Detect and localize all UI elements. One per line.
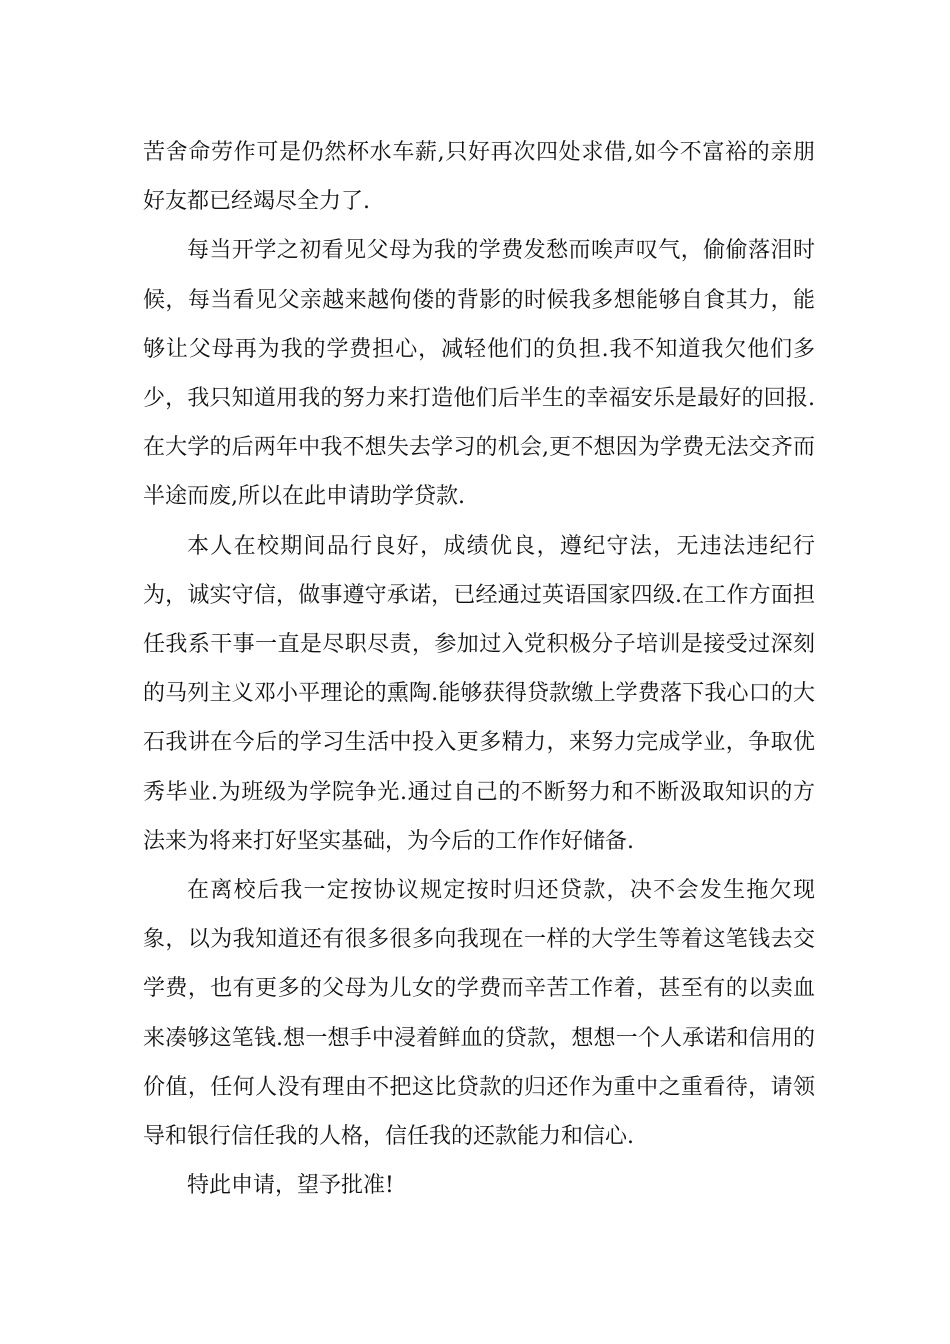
paragraph-2: 每当开学之初看见父母为我的学费发愁而唉声叹气，偷偷落泪时候，每当看见父亲越来越佝偻的背影的时候我多想能够自食其力，能够让父母再为我的学费担心，减轻他们的负担.我不知道我欠他们多少，我只知道用我的努力来打造他们后半生的幸福安乐是最好的回报.在大学的后两年中我不想失去学习的机会,更不想因为学费无法交齐而半途而废,所以在此申请助学贷款. <box>143 238 815 510</box>
paragraph-1: 苦舍命劳作可是仍然杯水车薪,只好再次四处求借,如今不富裕的亲朋好友都已经竭尽全力了. <box>143 140 815 215</box>
document-body <box>143 128 815 1210</box>
paragraph-3: 本人在校期间品行良好，成绩优良，遵纪守法，无违法违纪行为，诚实守信，做事遵守承诺，已经通过英语国家四级.在工作方面担任我系干事一直是尽职尽责，参加过入党积极分子培训是接受过深刻的马列主义邓小平理论的熏陶.能够获得贷款缴上学费落下我心口的大石我讲在今后的学习生活中投入更多精力，来努力完成学业，争取优秀毕业.为班级为学院争光.通过自己的不断努力和不断汲取知识的方法来为将来打好坚实基础，为今后的工作作好储备. <box>143 533 815 854</box>
paragraph-4: 在离校后我一定按协议规定按时归还贷款，决不会发生拖欠现象，以为我知道还有很多很多向我现在一样的大学生等着这笔钱去交学费，也有更多的父母为儿女的学费而辛苦工作着，甚至有的以卖血来凑够这笔钱.想一想手中浸着鲜血的贷款，想想一个人承诺和信用的价值，任何人没有理由不把这比贷款的归还作为重中之重看待，请领导和银行信任我的人格，信任我的还款能力和信心. <box>143 878 815 1150</box>
paragraph-5-closing: 特此申请，望予批准! <box>187 1173 394 1199</box>
